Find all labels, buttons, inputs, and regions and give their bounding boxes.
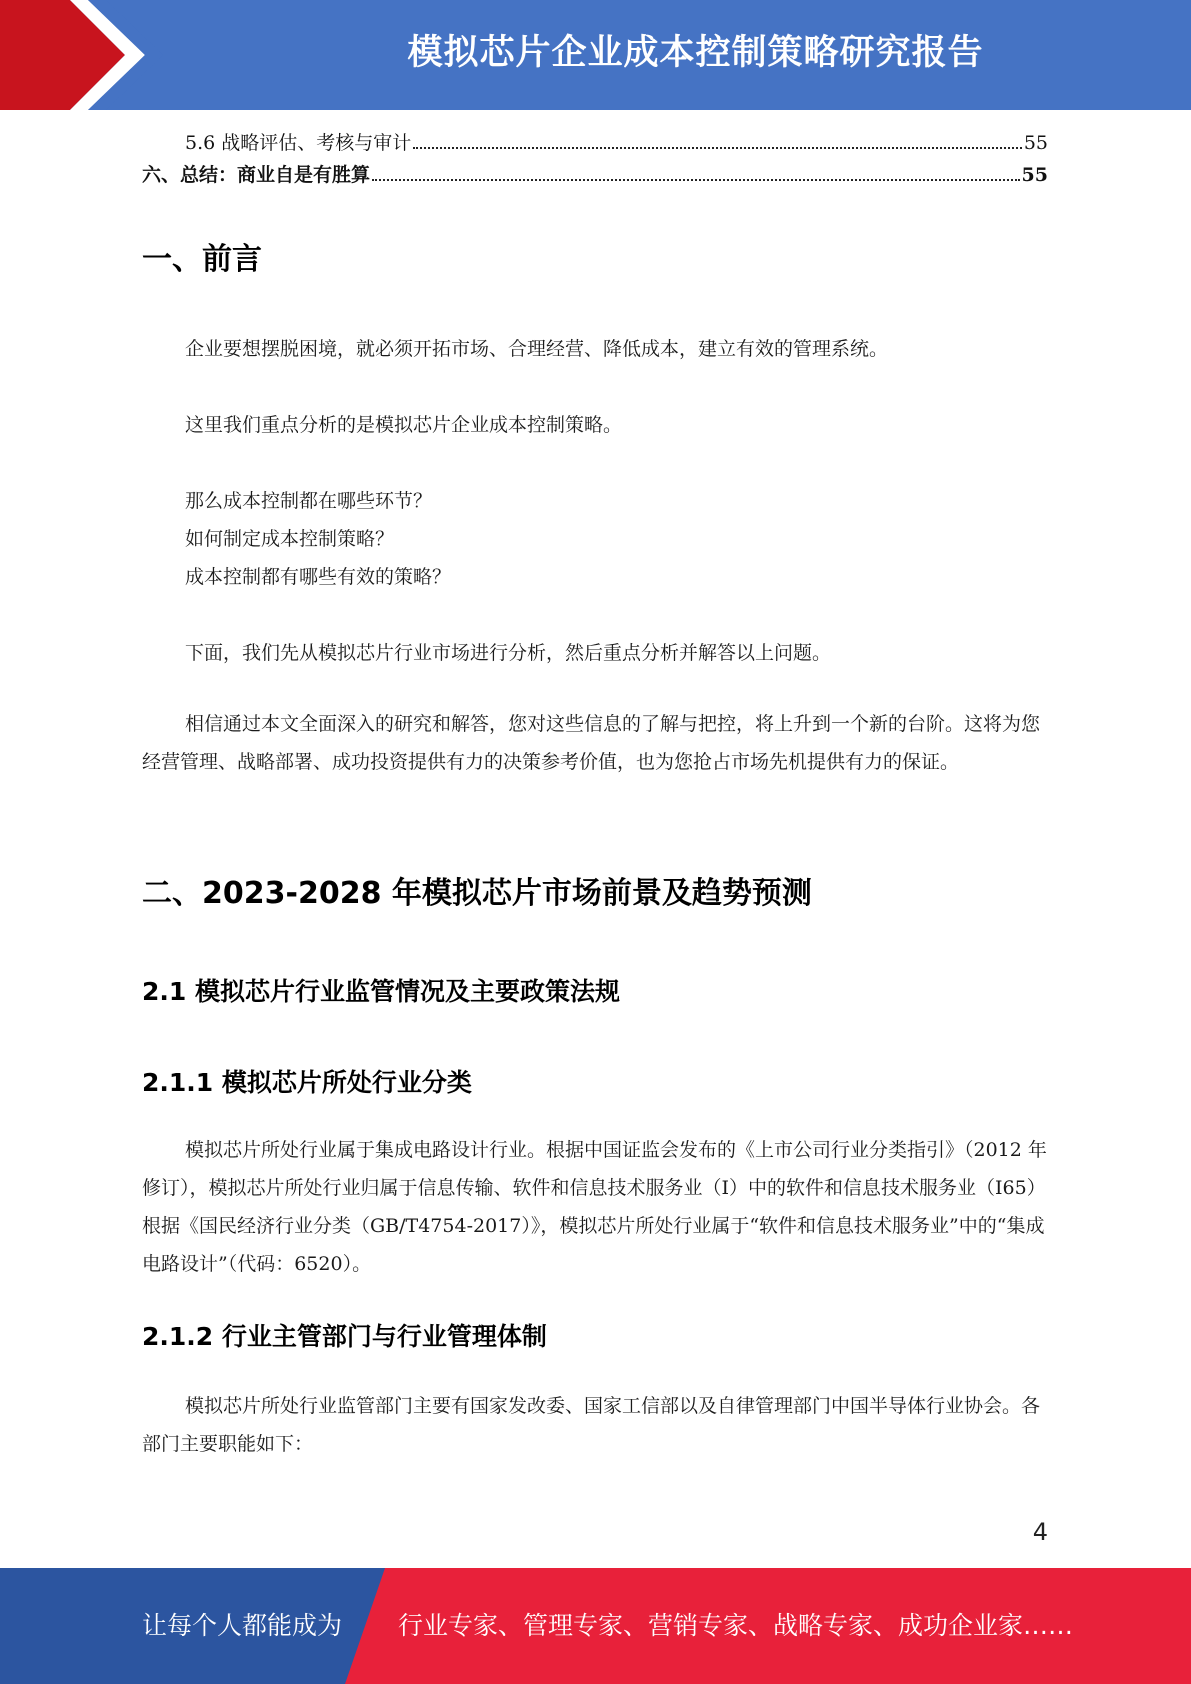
toc-leader-dots	[372, 179, 1020, 181]
question-line: 成本控制都有哪些有效的策略？	[185, 566, 452, 588]
section-heading-preface: 一、前言	[142, 242, 262, 277]
paragraph: 这里我们重点分析的是模拟芯片企业成本控制策略。	[185, 414, 623, 436]
paragraph: 相信通过本文全面深入的研究和解答，您对这些信息的了解与把控，将上升到一个新的台阶。这将为您经营管理、战略部署、成功投资提供有力的决策参考价值，也为您抢占市场先机提供有力的保证。	[142, 713, 1041, 773]
toc-item[interactable]	[142, 128, 1048, 160]
toc-leader-dots	[413, 147, 1022, 149]
page-footer	[0, 1568, 1191, 1684]
page-header	[0, 0, 1191, 110]
question-line: 如何制定成本控制策略？	[185, 528, 395, 550]
paragraph: 模拟芯片所处行业监管部门主要有国家发改委、国家工信部以及自律管理部门中国半导体行业协会。各部门主要职能如下：	[142, 1395, 1041, 1455]
footer-slogan-right: 行业专家、管理专家、营销专家、战略专家、成功企业家……	[398, 1611, 1074, 1640]
page-number: 4	[1032, 1518, 1048, 1546]
toc-item-page: 55	[1023, 132, 1048, 154]
question-line: 那么成本控制都在哪些环节？	[185, 490, 433, 512]
subsection-heading: 2.1.2 行业主管部门与行业管理体制	[142, 1322, 547, 1351]
paragraph: 模拟芯片所处行业属于集成电路设计行业。根据中国证监会发布的《上市公司行业分类指引》（2012 年修订），模拟芯片所处行业归属于信息传输、软件和信息技术服务业（I）中的软件和信息技术服务业（I65）根据《国民经济行业分类（GB/T4754-2017）》，模拟芯片所处行业属于“软件和信息技术服务业”中的“集成电路设计”（代码：6520）。	[142, 1139, 1047, 1275]
toc-item[interactable]	[142, 160, 1048, 192]
toc-item-page: 55	[1021, 164, 1048, 186]
section-heading-market: 二、2023-2028 年模拟芯片市场前景及趋势预测	[142, 876, 812, 911]
subsection-heading: 2.1 模拟芯片行业监管情况及主要政策法规	[142, 977, 620, 1006]
subsection-heading: 2.1.1 模拟芯片所处行业分类	[142, 1068, 472, 1097]
toc-item-label: 5.6 战略评估、考核与审计	[185, 132, 412, 154]
paragraph: 下面，我们先从模拟芯片行业市场进行分析，然后重点分析并解答以上问题。	[185, 642, 832, 664]
paragraph: 企业要想摆脱困境，就必须开拓市场、合理经营、降低成本，建立有效的管理系统。	[185, 338, 889, 360]
report-title: 模拟芯片企业成本控制策略研究报告	[407, 33, 984, 73]
footer-slogan-left: 让每个人都能成为	[142, 1611, 343, 1640]
toc-item-label: 六、总结：商业自是有胜算	[142, 164, 371, 186]
table-of-contents	[142, 128, 1048, 192]
